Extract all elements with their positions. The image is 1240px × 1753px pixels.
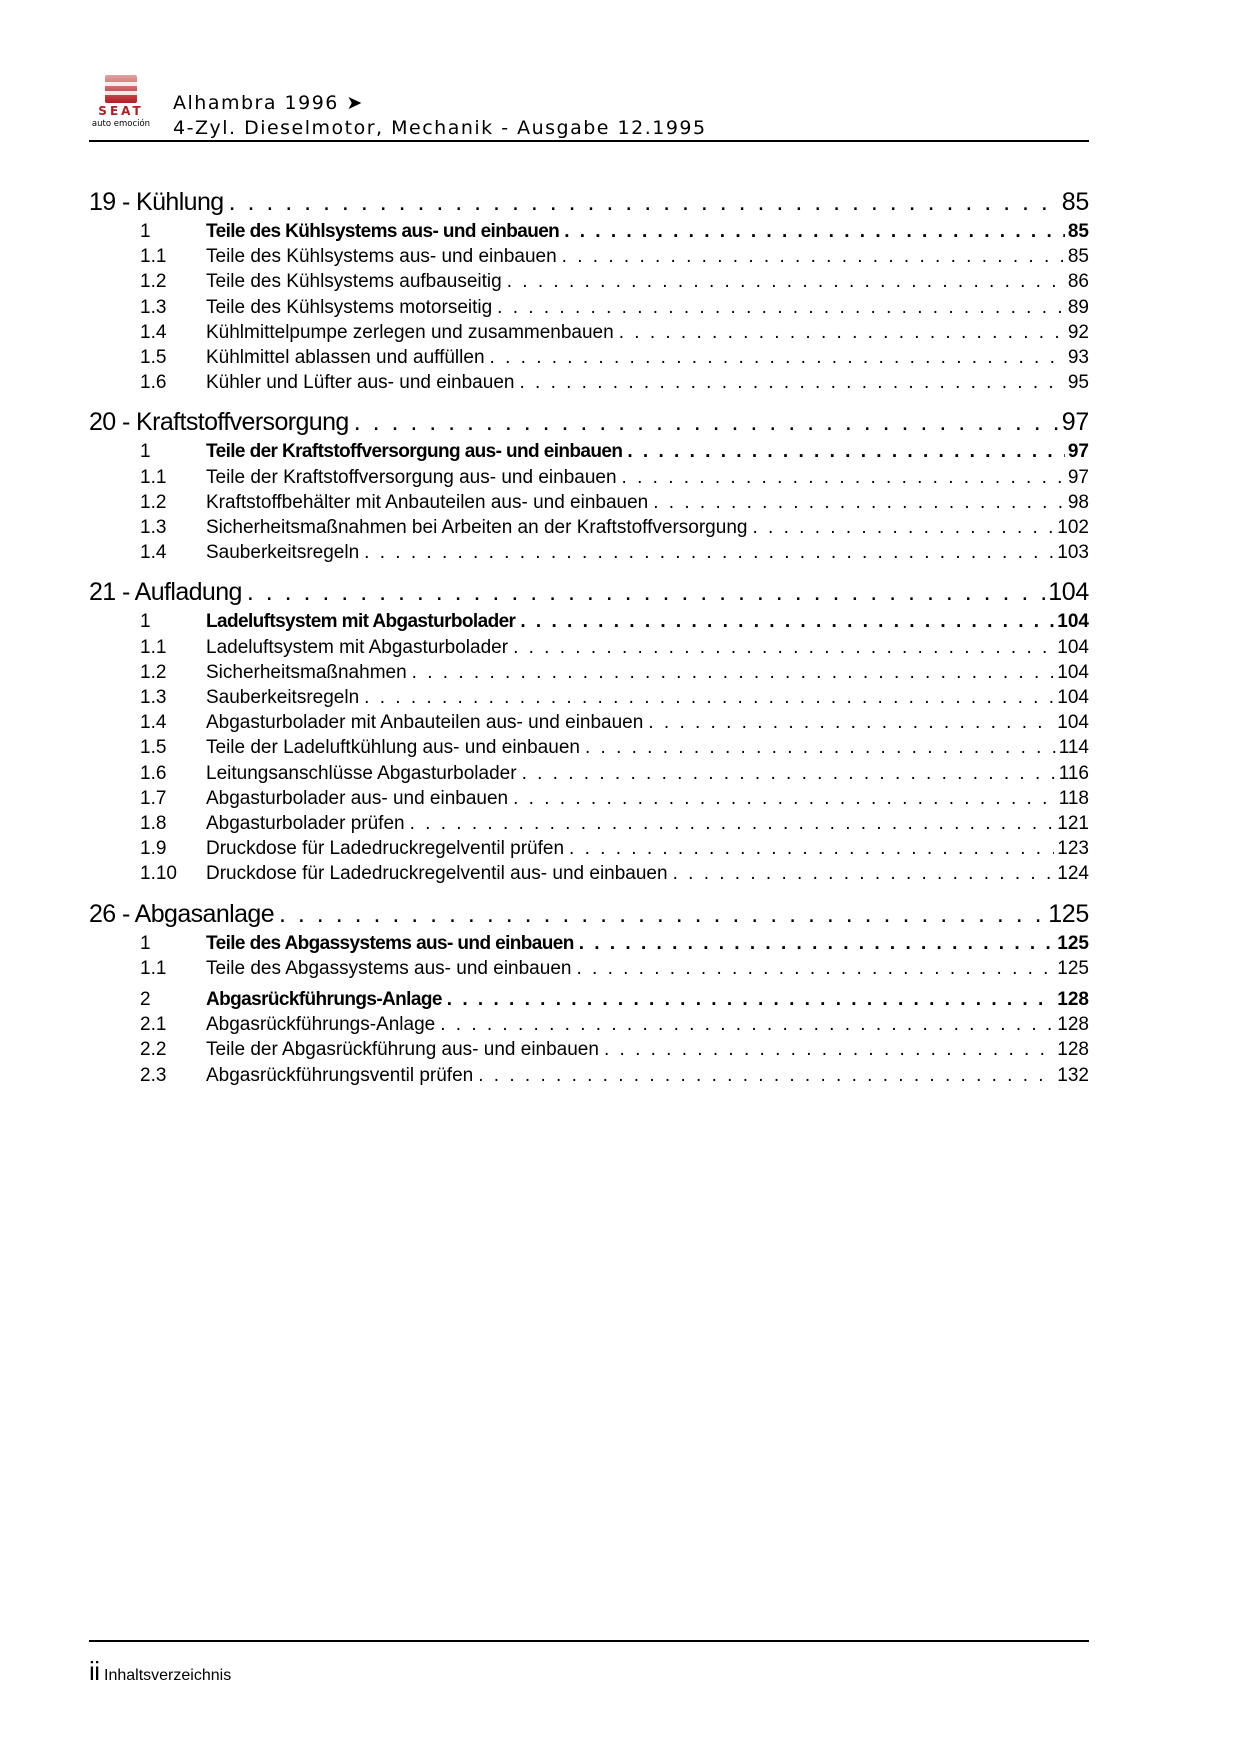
toc-subsection[interactable]: [89, 1037, 1089, 1062]
entry-page: 104: [1057, 712, 1089, 734]
dot-leader: [519, 370, 1064, 395]
entry-number: 1.4: [140, 542, 167, 564]
entry-page: 116: [1058, 762, 1089, 784]
entry-title: Sicherheitsmaßnahmen: [206, 661, 407, 683]
entry-title: Teile des Kühlsystems motorseitig: [206, 296, 493, 318]
entry-page: 121: [1057, 813, 1089, 835]
toc-subsection[interactable]: [89, 761, 1089, 786]
chapter-page: 104: [1048, 578, 1089, 607]
entry-number: 1.2: [140, 661, 167, 683]
entry-page: 125: [1057, 957, 1089, 979]
chapter-page: 97: [1061, 408, 1089, 437]
toc-subsection[interactable]: [89, 861, 1089, 886]
entry-page: 85: [1067, 221, 1089, 242]
entry-page: 123: [1057, 838, 1089, 860]
entry-page: 86: [1067, 271, 1089, 293]
dot-leader: [576, 956, 1054, 981]
chapter-title: 20 - Kraftstoffversorgung: [89, 408, 349, 437]
chapter-page: 125: [1048, 899, 1089, 928]
entry-title: Teile des Kühlsystems aus- und einbauen: [206, 221, 560, 242]
entry-title: Leitungsanschlüsse Abgasturbolader: [206, 762, 517, 784]
entry-number: 1: [140, 611, 151, 633]
entry-number: 1.3: [140, 687, 167, 709]
entry-title: Teile des Kühlsystems aufbauseitig: [206, 271, 502, 293]
toc-subsection[interactable]: [89, 811, 1089, 836]
toc-subsection[interactable]: [89, 956, 1089, 981]
entry-number: 1.2: [140, 271, 167, 293]
entry-page: 97: [1067, 441, 1089, 463]
dot-leader: [622, 465, 1065, 490]
entry-title: Teile des Abgassystems aus- und einbauen: [206, 957, 572, 979]
dot-leader: [364, 540, 1054, 565]
entry-page: 103: [1057, 542, 1089, 564]
toc-section[interactable]: [89, 219, 1089, 244]
entry-title: Teile der Kraftstoffversorgung aus- und einbauen: [206, 441, 623, 463]
entry-page: 128: [1057, 989, 1089, 1011]
dot-leader: [497, 295, 1065, 320]
dot-leader: [513, 786, 1056, 811]
document-subtitle: 4-Zyl. Dieselmotor, Mechanik - Ausgabe 12.1995: [173, 117, 707, 139]
dot-leader: [579, 931, 1055, 956]
entry-title: Teile der Abgasrückführung aus- und einbauen: [206, 1039, 599, 1061]
entry-number: 1.5: [140, 737, 167, 759]
dot-leader: [247, 575, 1045, 609]
entry-title: Teile des Kühlsystems aus- und einbauen: [206, 246, 557, 268]
dot-leader: [653, 490, 1065, 515]
entry-page: 92: [1067, 321, 1089, 343]
dot-leader: [673, 861, 1055, 886]
dot-leader: [562, 244, 1065, 269]
dot-leader: [410, 811, 1055, 836]
entry-title: Sauberkeitsregeln: [206, 542, 360, 564]
entry-page: 89: [1067, 296, 1089, 318]
entry-title: Sauberkeitsregeln: [206, 687, 360, 709]
chapter-page: 85: [1061, 188, 1089, 216]
entry-title: Druckdose für Ladedruckregelventil prüfen: [206, 838, 565, 860]
dot-leader: [364, 685, 1054, 710]
entry-page: 104: [1057, 611, 1089, 633]
dot-leader: [520, 609, 1054, 634]
toc-subsection[interactable]: [89, 244, 1089, 269]
entry-number: 1.6: [140, 372, 167, 394]
toc-subsection[interactable]: [89, 465, 1089, 490]
entry-number: 2.1: [140, 1014, 167, 1036]
entry-number: 2.2: [140, 1039, 167, 1061]
toc-subsection[interactable]: [89, 786, 1089, 811]
entry-title: Kraftstoffbehälter mit Anbauteilen aus- und einbauen: [206, 491, 649, 513]
dot-leader: [478, 1063, 1054, 1088]
toc-subsection[interactable]: [89, 490, 1089, 515]
entry-page: 128: [1057, 1039, 1089, 1061]
entry-number: 1.1: [140, 466, 167, 488]
entry-page: 124: [1057, 863, 1089, 885]
dot-leader: [627, 439, 1065, 464]
toc-subsection[interactable]: [89, 710, 1089, 735]
header-divider: [89, 140, 1089, 142]
entry-number: 1.1: [140, 246, 167, 268]
dot-leader: [447, 987, 1055, 1012]
entry-title: Teile der Kraftstoffversorgung aus- und einbauen: [206, 466, 617, 488]
toc-subsection[interactable]: [89, 836, 1089, 861]
toc-subsection[interactable]: [89, 735, 1089, 760]
toc-subsection[interactable]: [89, 295, 1089, 320]
footer-label: Inhaltsverzeichnis: [104, 1667, 232, 1684]
dot-leader: [619, 320, 1065, 345]
page-footer: [89, 1656, 231, 1687]
entry-title: Kühlmittelpumpe zerlegen und zusammenbauen: [206, 321, 614, 343]
entry-number: 2: [140, 989, 151, 1011]
entry-title: Kühlmittel ablassen und auffüllen: [206, 347, 485, 369]
dot-leader: [490, 345, 1065, 370]
entry-number: 1.4: [140, 321, 167, 343]
entry-title: Abgasturbolader mit Anbauteilen aus- und einbauen: [206, 712, 644, 734]
toc-subsection[interactable]: [89, 540, 1089, 565]
toc-subsection[interactable]: [89, 685, 1089, 710]
toc-subsection[interactable]: [89, 345, 1089, 370]
entry-number: 1.3: [140, 296, 167, 318]
entry-title: Abgasrückführungs-Anlage: [206, 989, 442, 1011]
entry-page: 102: [1057, 517, 1089, 539]
toc-subsection[interactable]: [89, 1063, 1089, 1088]
entry-page: 95: [1067, 372, 1089, 394]
entry-title: Sicherheitsmaßnahmen bei Arbeiten an der Kraftstoffversorgung: [206, 517, 748, 539]
dot-leader: [648, 710, 1054, 735]
entry-page: 98: [1067, 491, 1089, 513]
logo-brand: SEAT: [98, 104, 144, 118]
dot-leader: [564, 219, 1065, 244]
entry-number: 1.7: [140, 787, 167, 809]
entry-number: 1.1: [140, 636, 167, 658]
table-of-contents: [89, 185, 1089, 1088]
entry-page: 128: [1057, 1014, 1089, 1036]
entry-number: 1.9: [140, 838, 167, 860]
page-number: ii: [89, 1656, 100, 1686]
entry-number: 1: [140, 221, 151, 242]
toc-subsection[interactable]: [89, 660, 1089, 685]
entry-number: 1.1: [140, 957, 167, 979]
toc-section[interactable]: [89, 439, 1089, 464]
toc-chapter[interactable]: [89, 897, 1089, 931]
toc-subsection[interactable]: [89, 515, 1089, 540]
toc-subsection[interactable]: [89, 635, 1089, 660]
entry-number: 1.10: [140, 863, 177, 885]
entry-title: Ladeluftsystem mit Abgasturbolader: [206, 636, 509, 658]
entry-page: 85: [1067, 246, 1089, 268]
entry-title: Druckdose für Ladedruckregelventil aus- und einbauen: [206, 863, 668, 885]
toc-subsection[interactable]: [89, 320, 1089, 345]
entry-title: Abgasturbolader prüfen: [206, 813, 405, 835]
dot-leader: [604, 1037, 1054, 1062]
dot-leader: [279, 897, 1045, 931]
entry-number: 2.3: [140, 1064, 167, 1086]
toc-subsection[interactable]: [89, 269, 1089, 294]
entry-number: 1: [140, 441, 151, 463]
dot-leader: [507, 269, 1065, 294]
entry-page: 118: [1058, 787, 1089, 809]
seat-logo-icon: [89, 70, 159, 130]
toc-section[interactable]: [89, 987, 1089, 1012]
chapter-title: 21 - Aufladung: [89, 578, 242, 607]
chapter-title: 26 - Abgasanlage: [89, 899, 275, 928]
entry-number: 1.8: [140, 813, 167, 835]
entry-title: Abgasrückführungs-Anlage: [206, 1014, 436, 1036]
toc-section[interactable]: [89, 609, 1089, 634]
footer-divider: [89, 1640, 1089, 1642]
entry-page: 104: [1057, 687, 1089, 709]
entry-page: 114: [1058, 737, 1089, 759]
toc-section[interactable]: [89, 931, 1089, 956]
entry-page: 97: [1067, 466, 1089, 488]
entry-page: 132: [1057, 1064, 1089, 1086]
dot-leader: [354, 405, 1059, 439]
toc-subsection[interactable]: [89, 1012, 1089, 1037]
toc-chapter[interactable]: [89, 575, 1089, 609]
entry-number: 1.4: [140, 712, 167, 734]
toc-subsection[interactable]: [89, 370, 1089, 395]
entry-page: 104: [1057, 661, 1089, 683]
entry-page: 125: [1057, 932, 1089, 954]
dot-leader: [229, 185, 1059, 219]
entry-number: 1.5: [140, 347, 167, 369]
logo-slogan: auto emoción: [91, 119, 151, 129]
entry-number: 1: [140, 932, 151, 954]
entry-number: 1.6: [140, 762, 167, 784]
dot-leader: [569, 836, 1054, 861]
dot-leader: [412, 660, 1055, 685]
entry-title: Abgasturbolader aus- und einbauen: [206, 787, 509, 809]
toc-chapter[interactable]: [89, 405, 1089, 439]
entry-number: 1.3: [140, 517, 167, 539]
entry-title: Abgasrückführungsventil prüfen: [206, 1064, 474, 1086]
entry-title: Kühler und Lüfter aus- und einbauen: [206, 372, 515, 394]
dot-leader: [752, 515, 1054, 540]
entry-title: Teile des Abgassystems aus- und einbauen: [206, 932, 574, 954]
dot-leader: [513, 635, 1054, 660]
dot-leader: [585, 735, 1056, 760]
dot-leader: [440, 1012, 1054, 1037]
chapter-title: 19 - Kühlung: [89, 188, 224, 216]
entry-page: 104: [1057, 636, 1089, 658]
entry-number: 1.2: [140, 491, 167, 513]
toc-chapter[interactable]: [89, 185, 1089, 219]
entry-title: Ladeluftsystem mit Abgasturbolader: [206, 611, 516, 633]
entry-page: 93: [1067, 347, 1089, 369]
dot-leader: [522, 761, 1056, 786]
document-title: Alhambra 1996 ➤: [173, 92, 364, 114]
entry-title: Teile der Ladeluftkühlung aus- und einbauen: [206, 737, 580, 759]
